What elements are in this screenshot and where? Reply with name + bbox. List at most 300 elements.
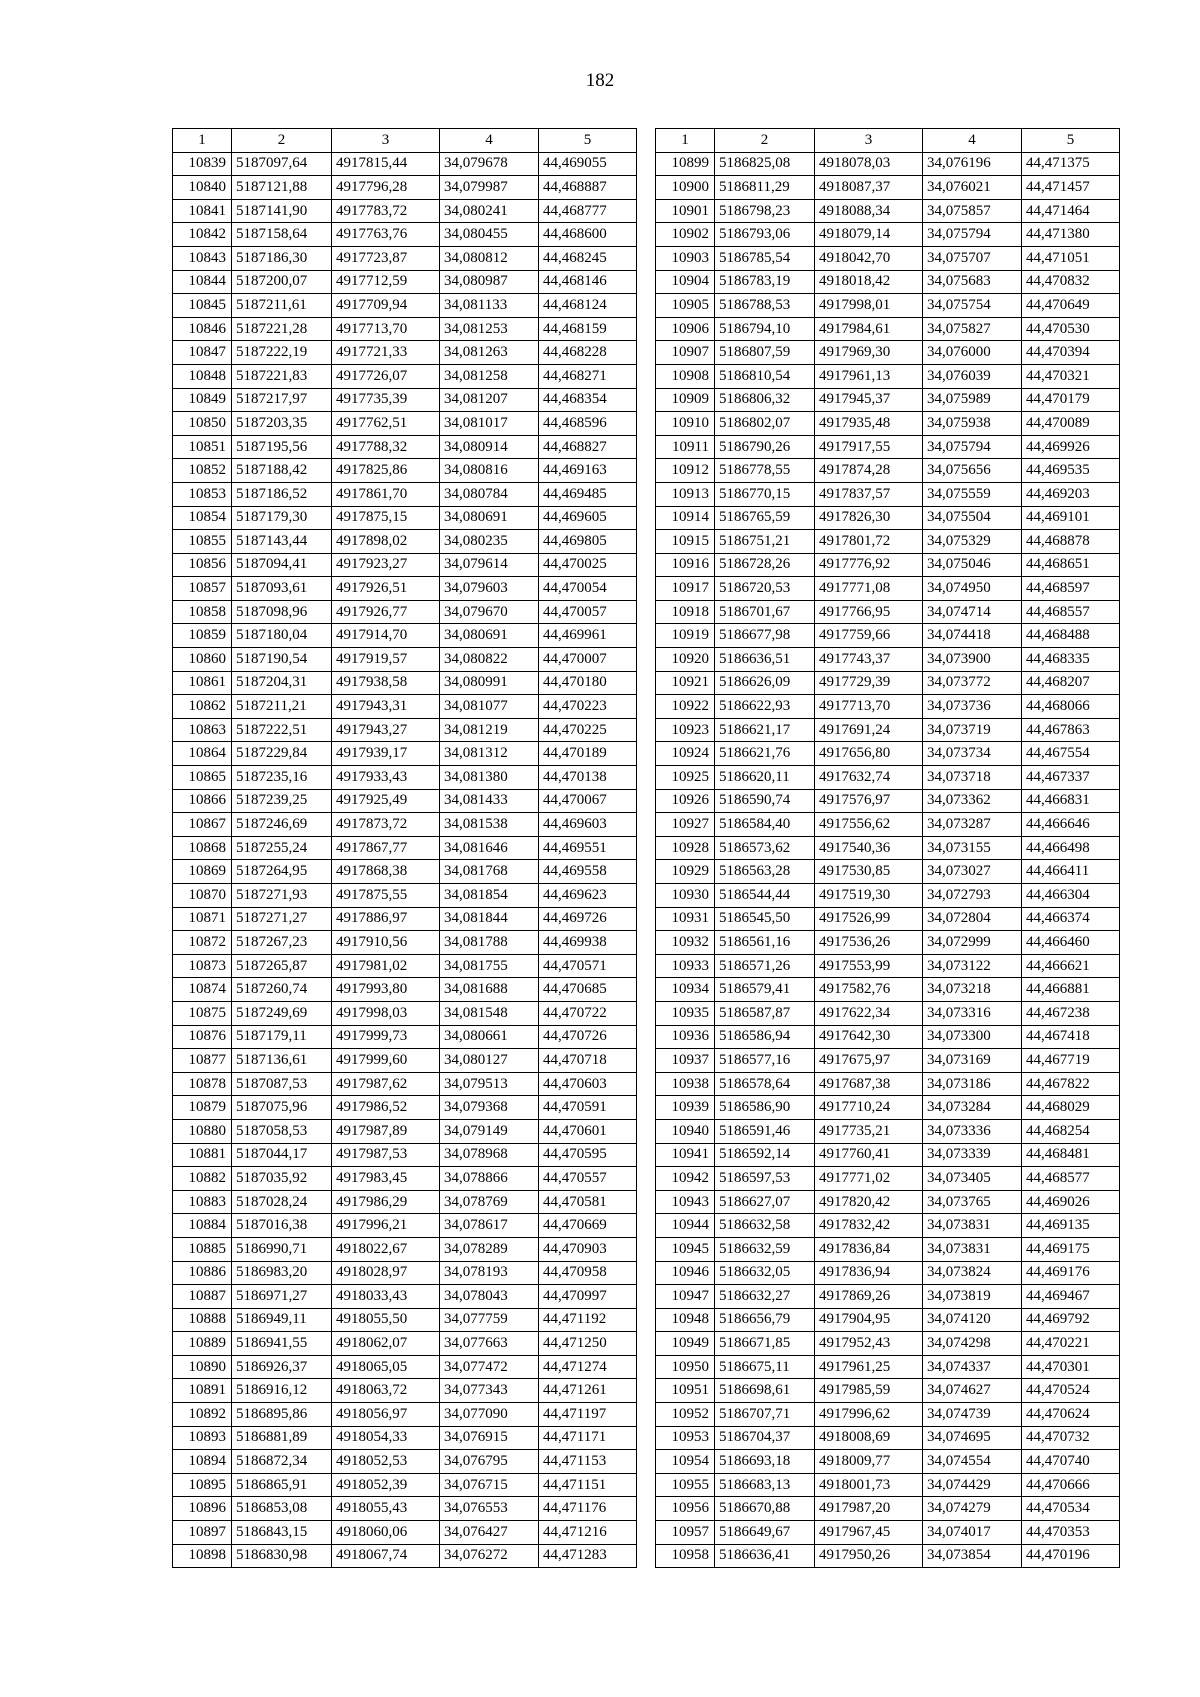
table-row	[656, 766, 1120, 790]
table-cell: 34,074950	[923, 577, 1022, 601]
table-row	[656, 695, 1120, 719]
table-cell: 44,471250	[539, 1332, 637, 1356]
table-cell: 34,072793	[923, 884, 1022, 908]
table-cell: 4918060,06	[332, 1521, 440, 1545]
table-cell: 34,073218	[923, 978, 1022, 1002]
table-row	[173, 1403, 637, 1427]
table-cell: 44,470557	[539, 1167, 637, 1191]
table-cell: 4917935,48	[815, 412, 923, 436]
table-cell: 34,073734	[923, 742, 1022, 766]
table-cell: 4917710,24	[815, 1096, 923, 1120]
table-cell: 34,075683	[923, 270, 1022, 294]
table-cell: 44,470669	[539, 1214, 637, 1238]
table-cell: 34,077759	[440, 1308, 539, 1332]
table-cell: 4917826,30	[815, 506, 923, 530]
table-cell: 34,075857	[923, 199, 1022, 223]
table-cell: 44,468066	[1022, 695, 1120, 719]
row-number-cell: 10885	[173, 1237, 232, 1261]
table-cell: 34,081077	[440, 695, 539, 719]
row-number-cell: 10905	[656, 294, 715, 318]
table-cell: 5186592,14	[715, 1143, 815, 1167]
row-number-cell: 10931	[656, 907, 715, 931]
table-row	[173, 577, 637, 601]
table-cell: 44,471192	[539, 1308, 637, 1332]
table-cell: 34,081768	[440, 860, 539, 884]
table-body	[656, 152, 1120, 1568]
table-cell: 34,080455	[440, 223, 539, 247]
row-number-cell: 10950	[656, 1355, 715, 1379]
table-cell: 34,073765	[923, 1190, 1022, 1214]
table-row	[656, 270, 1120, 294]
table-cell: 5186778,55	[715, 459, 815, 483]
table-row	[656, 1261, 1120, 1285]
table-cell: 34,079987	[440, 176, 539, 200]
table-cell: 4917776,92	[815, 553, 923, 577]
table-cell: 34,074554	[923, 1450, 1022, 1474]
table-cell: 4917762,51	[332, 412, 440, 436]
table-cell: 34,076021	[923, 176, 1022, 200]
row-number-cell: 10908	[656, 364, 715, 388]
table-cell: 34,080991	[440, 671, 539, 695]
table-cell: 5187222,51	[232, 718, 332, 742]
table-cell: 5187094,41	[232, 553, 332, 577]
table-cell: 4917713,70	[815, 695, 923, 719]
table-cell: 44,469485	[539, 482, 637, 506]
table-row	[656, 931, 1120, 955]
table-cell: 34,080691	[440, 506, 539, 530]
table-cell: 4918042,70	[815, 246, 923, 270]
table-cell: 44,469055	[539, 152, 637, 176]
table-row	[656, 317, 1120, 341]
row-number-cell: 10914	[656, 506, 715, 530]
table-row	[173, 152, 637, 176]
table-cell: 4917952,43	[815, 1332, 923, 1356]
row-number-cell: 10866	[173, 789, 232, 813]
table-cell: 44,470903	[539, 1237, 637, 1261]
row-number-cell: 10902	[656, 223, 715, 247]
table-cell: 5187093,61	[232, 577, 332, 601]
table-cell: 5186579,41	[715, 978, 815, 1002]
table-cell: 34,077663	[440, 1332, 539, 1356]
table-cell: 44,468596	[539, 412, 637, 436]
table-cell: 44,471274	[539, 1355, 637, 1379]
table-row	[173, 1285, 637, 1309]
table-cell: 44,470832	[1022, 270, 1120, 294]
table-cell: 5186586,94	[715, 1025, 815, 1049]
row-number-cell: 10886	[173, 1261, 232, 1285]
table-cell: 4917981,02	[332, 954, 440, 978]
table-row	[656, 1403, 1120, 1427]
table-cell: 5187035,92	[232, 1167, 332, 1191]
table-row	[173, 1049, 637, 1073]
row-number-cell: 10920	[656, 648, 715, 672]
row-number-cell: 10901	[656, 199, 715, 223]
table-cell: 34,073900	[923, 648, 1022, 672]
row-number-cell: 10951	[656, 1379, 715, 1403]
table-cell: 44,467337	[1022, 766, 1120, 790]
table-row	[173, 718, 637, 742]
row-number-cell: 10844	[173, 270, 232, 294]
table-cell: 4917993,80	[332, 978, 440, 1002]
table-row	[173, 482, 637, 506]
table-cell: 34,076000	[923, 341, 1022, 365]
table-cell: 5187158,64	[232, 223, 332, 247]
table-cell: 34,081854	[440, 884, 539, 908]
table-row	[656, 246, 1120, 270]
row-number-cell: 10903	[656, 246, 715, 270]
table-cell: 4917961,13	[815, 364, 923, 388]
table-cell: 34,078968	[440, 1143, 539, 1167]
table-cell: 5187203,35	[232, 412, 332, 436]
table-row	[656, 152, 1120, 176]
table-cell: 44,469558	[539, 860, 637, 884]
row-number-cell: 10884	[173, 1214, 232, 1238]
table-cell: 4918055,50	[332, 1308, 440, 1332]
table-cell: 44,468029	[1022, 1096, 1120, 1120]
row-number-cell: 10849	[173, 388, 232, 412]
table-cell: 5187190,54	[232, 648, 332, 672]
table-cell: 4917950,26	[815, 1544, 923, 1568]
table-cell: 5186670,88	[715, 1497, 815, 1521]
table-cell: 5186941,55	[232, 1332, 332, 1356]
table-cell: 4917938,58	[332, 671, 440, 695]
table-cell: 34,081258	[440, 364, 539, 388]
table-cell: 44,468354	[539, 388, 637, 412]
table-cell: 44,469926	[1022, 435, 1120, 459]
table-cell: 44,470601	[539, 1119, 637, 1143]
table-cell: 34,079368	[440, 1096, 539, 1120]
table-cell: 5186571,26	[715, 954, 815, 978]
row-number-cell: 10879	[173, 1096, 232, 1120]
table-cell: 5187221,28	[232, 317, 332, 341]
table-cell: 34,080691	[440, 624, 539, 648]
table-cell: 5187098,96	[232, 600, 332, 624]
row-number-cell: 10859	[173, 624, 232, 648]
row-number-cell: 10853	[173, 482, 232, 506]
table-cell: 44,470089	[1022, 412, 1120, 436]
table-row	[173, 600, 637, 624]
table-cell: 34,080241	[440, 199, 539, 223]
table-cell: 5187044,17	[232, 1143, 332, 1167]
table-row	[173, 742, 637, 766]
table-cell: 34,079670	[440, 600, 539, 624]
table-cell: 5186895,86	[232, 1403, 332, 1427]
table-cell: 5186830,98	[232, 1544, 332, 1568]
table-cell: 5186677,98	[715, 624, 815, 648]
table-cell: 4917986,52	[332, 1096, 440, 1120]
table-cell: 5187136,61	[232, 1049, 332, 1073]
table-cell: 4917933,43	[332, 766, 440, 790]
column-header: 1	[656, 129, 715, 153]
table-cell: 4917796,28	[332, 176, 440, 200]
table-cell: 5186916,12	[232, 1379, 332, 1403]
table-cell: 4918052,39	[332, 1473, 440, 1497]
table-cell: 44,469961	[539, 624, 637, 648]
table-cell: 4917987,62	[332, 1072, 440, 1096]
table-cell: 4917987,20	[815, 1497, 923, 1521]
row-number-cell: 10897	[173, 1521, 232, 1545]
row-number-cell: 10894	[173, 1450, 232, 1474]
row-number-cell: 10892	[173, 1403, 232, 1427]
row-number-cell: 10921	[656, 671, 715, 695]
table-row	[173, 931, 637, 955]
table-cell: 44,470138	[539, 766, 637, 790]
table-cell: 44,470740	[1022, 1450, 1120, 1474]
table-cell: 4918052,53	[332, 1450, 440, 1474]
table-cell: 5187239,25	[232, 789, 332, 813]
table-row	[173, 1001, 637, 1025]
table-cell: 44,468577	[1022, 1167, 1120, 1191]
table-cell: 44,468124	[539, 294, 637, 318]
row-number-cell: 10919	[656, 624, 715, 648]
column-header: 3	[332, 129, 440, 153]
table-cell: 44,470225	[539, 718, 637, 742]
table-cell: 44,470394	[1022, 341, 1120, 365]
table-cell: 44,468146	[539, 270, 637, 294]
table-cell: 4918018,42	[815, 270, 923, 294]
table-cell: 44,471176	[539, 1497, 637, 1521]
row-number-cell: 10850	[173, 412, 232, 436]
table-cell: 44,466621	[1022, 954, 1120, 978]
table-cell: 44,469467	[1022, 1285, 1120, 1309]
table-cell: 34,078043	[440, 1285, 539, 1309]
row-number-cell: 10842	[173, 223, 232, 247]
table-row	[173, 884, 637, 908]
table-cell: 44,470649	[1022, 294, 1120, 318]
row-number-cell: 10887	[173, 1285, 232, 1309]
table-cell: 34,079149	[440, 1119, 539, 1143]
table-row	[656, 978, 1120, 1002]
table-cell: 44,471261	[539, 1379, 637, 1403]
table-cell: 4917910,56	[332, 931, 440, 955]
table-cell: 34,078289	[440, 1237, 539, 1261]
table-cell: 5187087,53	[232, 1072, 332, 1096]
table-row	[173, 954, 637, 978]
column-header: 1	[173, 129, 232, 153]
row-number-cell: 10913	[656, 482, 715, 506]
table-cell: 5186971,27	[232, 1285, 332, 1309]
table-cell: 5186793,06	[715, 223, 815, 247]
table-cell: 4917999,73	[332, 1025, 440, 1049]
row-number-cell: 10898	[173, 1544, 232, 1568]
row-number-cell: 10941	[656, 1143, 715, 1167]
table-cell: 44,469026	[1022, 1190, 1120, 1214]
table-row	[656, 223, 1120, 247]
table-row	[656, 624, 1120, 648]
table-cell: 34,073287	[923, 813, 1022, 837]
table-cell: 5186649,67	[715, 1521, 815, 1545]
table-cell: 44,470624	[1022, 1403, 1120, 1427]
table-row	[173, 1025, 637, 1049]
table-cell: 4917875,55	[332, 884, 440, 908]
table-row	[656, 1072, 1120, 1096]
row-number-cell: 10875	[173, 1001, 232, 1025]
table-cell: 44,471197	[539, 1403, 637, 1427]
table-cell: 34,075559	[923, 482, 1022, 506]
row-number-cell: 10858	[173, 600, 232, 624]
row-number-cell: 10857	[173, 577, 232, 601]
table-cell: 5186701,67	[715, 600, 815, 624]
table-cell: 4917832,42	[815, 1214, 923, 1238]
row-number-cell: 10878	[173, 1072, 232, 1096]
row-number-cell: 10909	[656, 388, 715, 412]
table-cell: 4917729,39	[815, 671, 923, 695]
row-number-cell: 10936	[656, 1025, 715, 1049]
row-number-cell: 10943	[656, 1190, 715, 1214]
row-number-cell: 10930	[656, 884, 715, 908]
table-row	[173, 270, 637, 294]
table-cell: 34,073155	[923, 836, 1022, 860]
table-cell: 34,074714	[923, 600, 1022, 624]
table-cell: 34,080235	[440, 530, 539, 554]
table-row	[173, 1214, 637, 1238]
table-cell: 5186872,34	[232, 1450, 332, 1474]
header-row	[656, 129, 1120, 153]
table-cell: 34,074695	[923, 1426, 1022, 1450]
table-cell: 4917919,57	[332, 648, 440, 672]
table-cell: 4917760,41	[815, 1143, 923, 1167]
row-number-cell: 10958	[656, 1544, 715, 1568]
table-row	[656, 1190, 1120, 1214]
table-cell: 5186587,87	[715, 1001, 815, 1025]
table-cell: 34,073736	[923, 695, 1022, 719]
table-cell: 4918008,69	[815, 1426, 923, 1450]
table-cell: 4917726,07	[332, 364, 440, 388]
table-cell: 5187265,87	[232, 954, 332, 978]
table-cell: 4917763,76	[332, 223, 440, 247]
table-cell: 5186806,32	[715, 388, 815, 412]
table-cell: 44,470732	[1022, 1426, 1120, 1450]
table-row	[656, 1237, 1120, 1261]
table-cell: 4917582,76	[815, 978, 923, 1002]
coordinates-table-right	[655, 128, 1120, 1568]
table-cell: 44,469175	[1022, 1237, 1120, 1261]
table-cell: 5187200,07	[232, 270, 332, 294]
row-number-cell: 10871	[173, 907, 232, 931]
table-cell: 34,075938	[923, 412, 1022, 436]
table-row	[173, 506, 637, 530]
table-cell: 5186810,54	[715, 364, 815, 388]
table-cell: 44,470353	[1022, 1521, 1120, 1545]
table-cell: 4917986,29	[332, 1190, 440, 1214]
table-cell: 4917712,59	[332, 270, 440, 294]
table-row	[173, 648, 637, 672]
table-cell: 4917873,72	[332, 813, 440, 837]
table-row	[656, 1049, 1120, 1073]
table-cell: 34,081263	[440, 341, 539, 365]
table-cell: 4917837,57	[815, 482, 923, 506]
table-cell: 44,468488	[1022, 624, 1120, 648]
table-cell: 44,470726	[539, 1025, 637, 1049]
table-row	[656, 1426, 1120, 1450]
table-cell: 44,470591	[539, 1096, 637, 1120]
table-cell: 34,076795	[440, 1450, 539, 1474]
table-row	[173, 435, 637, 459]
table-row	[656, 1308, 1120, 1332]
table-row	[173, 1497, 637, 1521]
row-number-cell: 10935	[656, 1001, 715, 1025]
table-row	[173, 553, 637, 577]
table-cell: 34,074337	[923, 1355, 1022, 1379]
table-cell: 5186949,11	[232, 1308, 332, 1332]
table-cell: 34,081017	[440, 412, 539, 436]
table-cell: 44,470534	[1022, 1497, 1120, 1521]
table-cell: 44,471464	[1022, 199, 1120, 223]
table-cell: 44,466460	[1022, 931, 1120, 955]
table-cell: 5187186,52	[232, 482, 332, 506]
table-cell: 34,072804	[923, 907, 1022, 931]
table-cell: 5186636,51	[715, 648, 815, 672]
row-number-cell: 10863	[173, 718, 232, 742]
row-number-cell: 10846	[173, 317, 232, 341]
table-cell: 4917815,44	[332, 152, 440, 176]
table-row	[656, 836, 1120, 860]
table-row	[656, 294, 1120, 318]
row-number-cell: 10911	[656, 435, 715, 459]
table-cell: 44,467863	[1022, 718, 1120, 742]
table-cell: 34,074120	[923, 1308, 1022, 1332]
table-row	[173, 1332, 637, 1356]
row-number-cell: 10845	[173, 294, 232, 318]
table-cell: 34,080784	[440, 482, 539, 506]
table-cell: 34,080914	[440, 435, 539, 459]
row-number-cell: 10865	[173, 766, 232, 790]
table-cell: 34,073169	[923, 1049, 1022, 1073]
row-number-cell: 10882	[173, 1167, 232, 1191]
table-cell: 5187204,31	[232, 671, 332, 695]
table-cell: 34,073854	[923, 1544, 1022, 1568]
table-cell: 4917721,33	[332, 341, 440, 365]
row-number-cell: 10932	[656, 931, 715, 955]
table-cell: 4917967,45	[815, 1521, 923, 1545]
table-row	[656, 742, 1120, 766]
table-cell: 4917923,27	[332, 553, 440, 577]
row-number-cell: 10948	[656, 1308, 715, 1332]
table-cell: 44,468335	[1022, 648, 1120, 672]
table-cell: 4917540,36	[815, 836, 923, 860]
row-number-cell: 10904	[656, 270, 715, 294]
table-row	[656, 530, 1120, 554]
row-number-cell: 10934	[656, 978, 715, 1002]
table-row	[173, 530, 637, 554]
table-cell: 5186825,08	[715, 152, 815, 176]
table-cell: 4917943,31	[332, 695, 440, 719]
table-cell: 44,466374	[1022, 907, 1120, 931]
table-cell: 4917961,25	[815, 1355, 923, 1379]
table-cell: 34,075827	[923, 317, 1022, 341]
row-number-cell: 10915	[656, 530, 715, 554]
row-number-cell: 10953	[656, 1426, 715, 1450]
table-cell: 44,466304	[1022, 884, 1120, 908]
table-cell: 4917926,51	[332, 577, 440, 601]
table-cell: 44,467238	[1022, 1001, 1120, 1025]
table-cell: 4917867,77	[332, 836, 440, 860]
table-cell: 5187180,04	[232, 624, 332, 648]
table-cell: 5186843,15	[232, 1521, 332, 1545]
table-cell: 4917556,62	[815, 813, 923, 837]
table-cell: 34,075504	[923, 506, 1022, 530]
table-row	[173, 1261, 637, 1285]
table-cell: 34,076039	[923, 364, 1022, 388]
table-cell: 5186561,16	[715, 931, 815, 955]
table-cell: 34,073027	[923, 860, 1022, 884]
row-number-cell: 10891	[173, 1379, 232, 1403]
table-row	[173, 1544, 637, 1568]
table-cell: 4917996,21	[332, 1214, 440, 1238]
table-cell: 4917998,03	[332, 1001, 440, 1025]
table-cell: 5187271,27	[232, 907, 332, 931]
table-cell: 4918062,07	[332, 1332, 440, 1356]
